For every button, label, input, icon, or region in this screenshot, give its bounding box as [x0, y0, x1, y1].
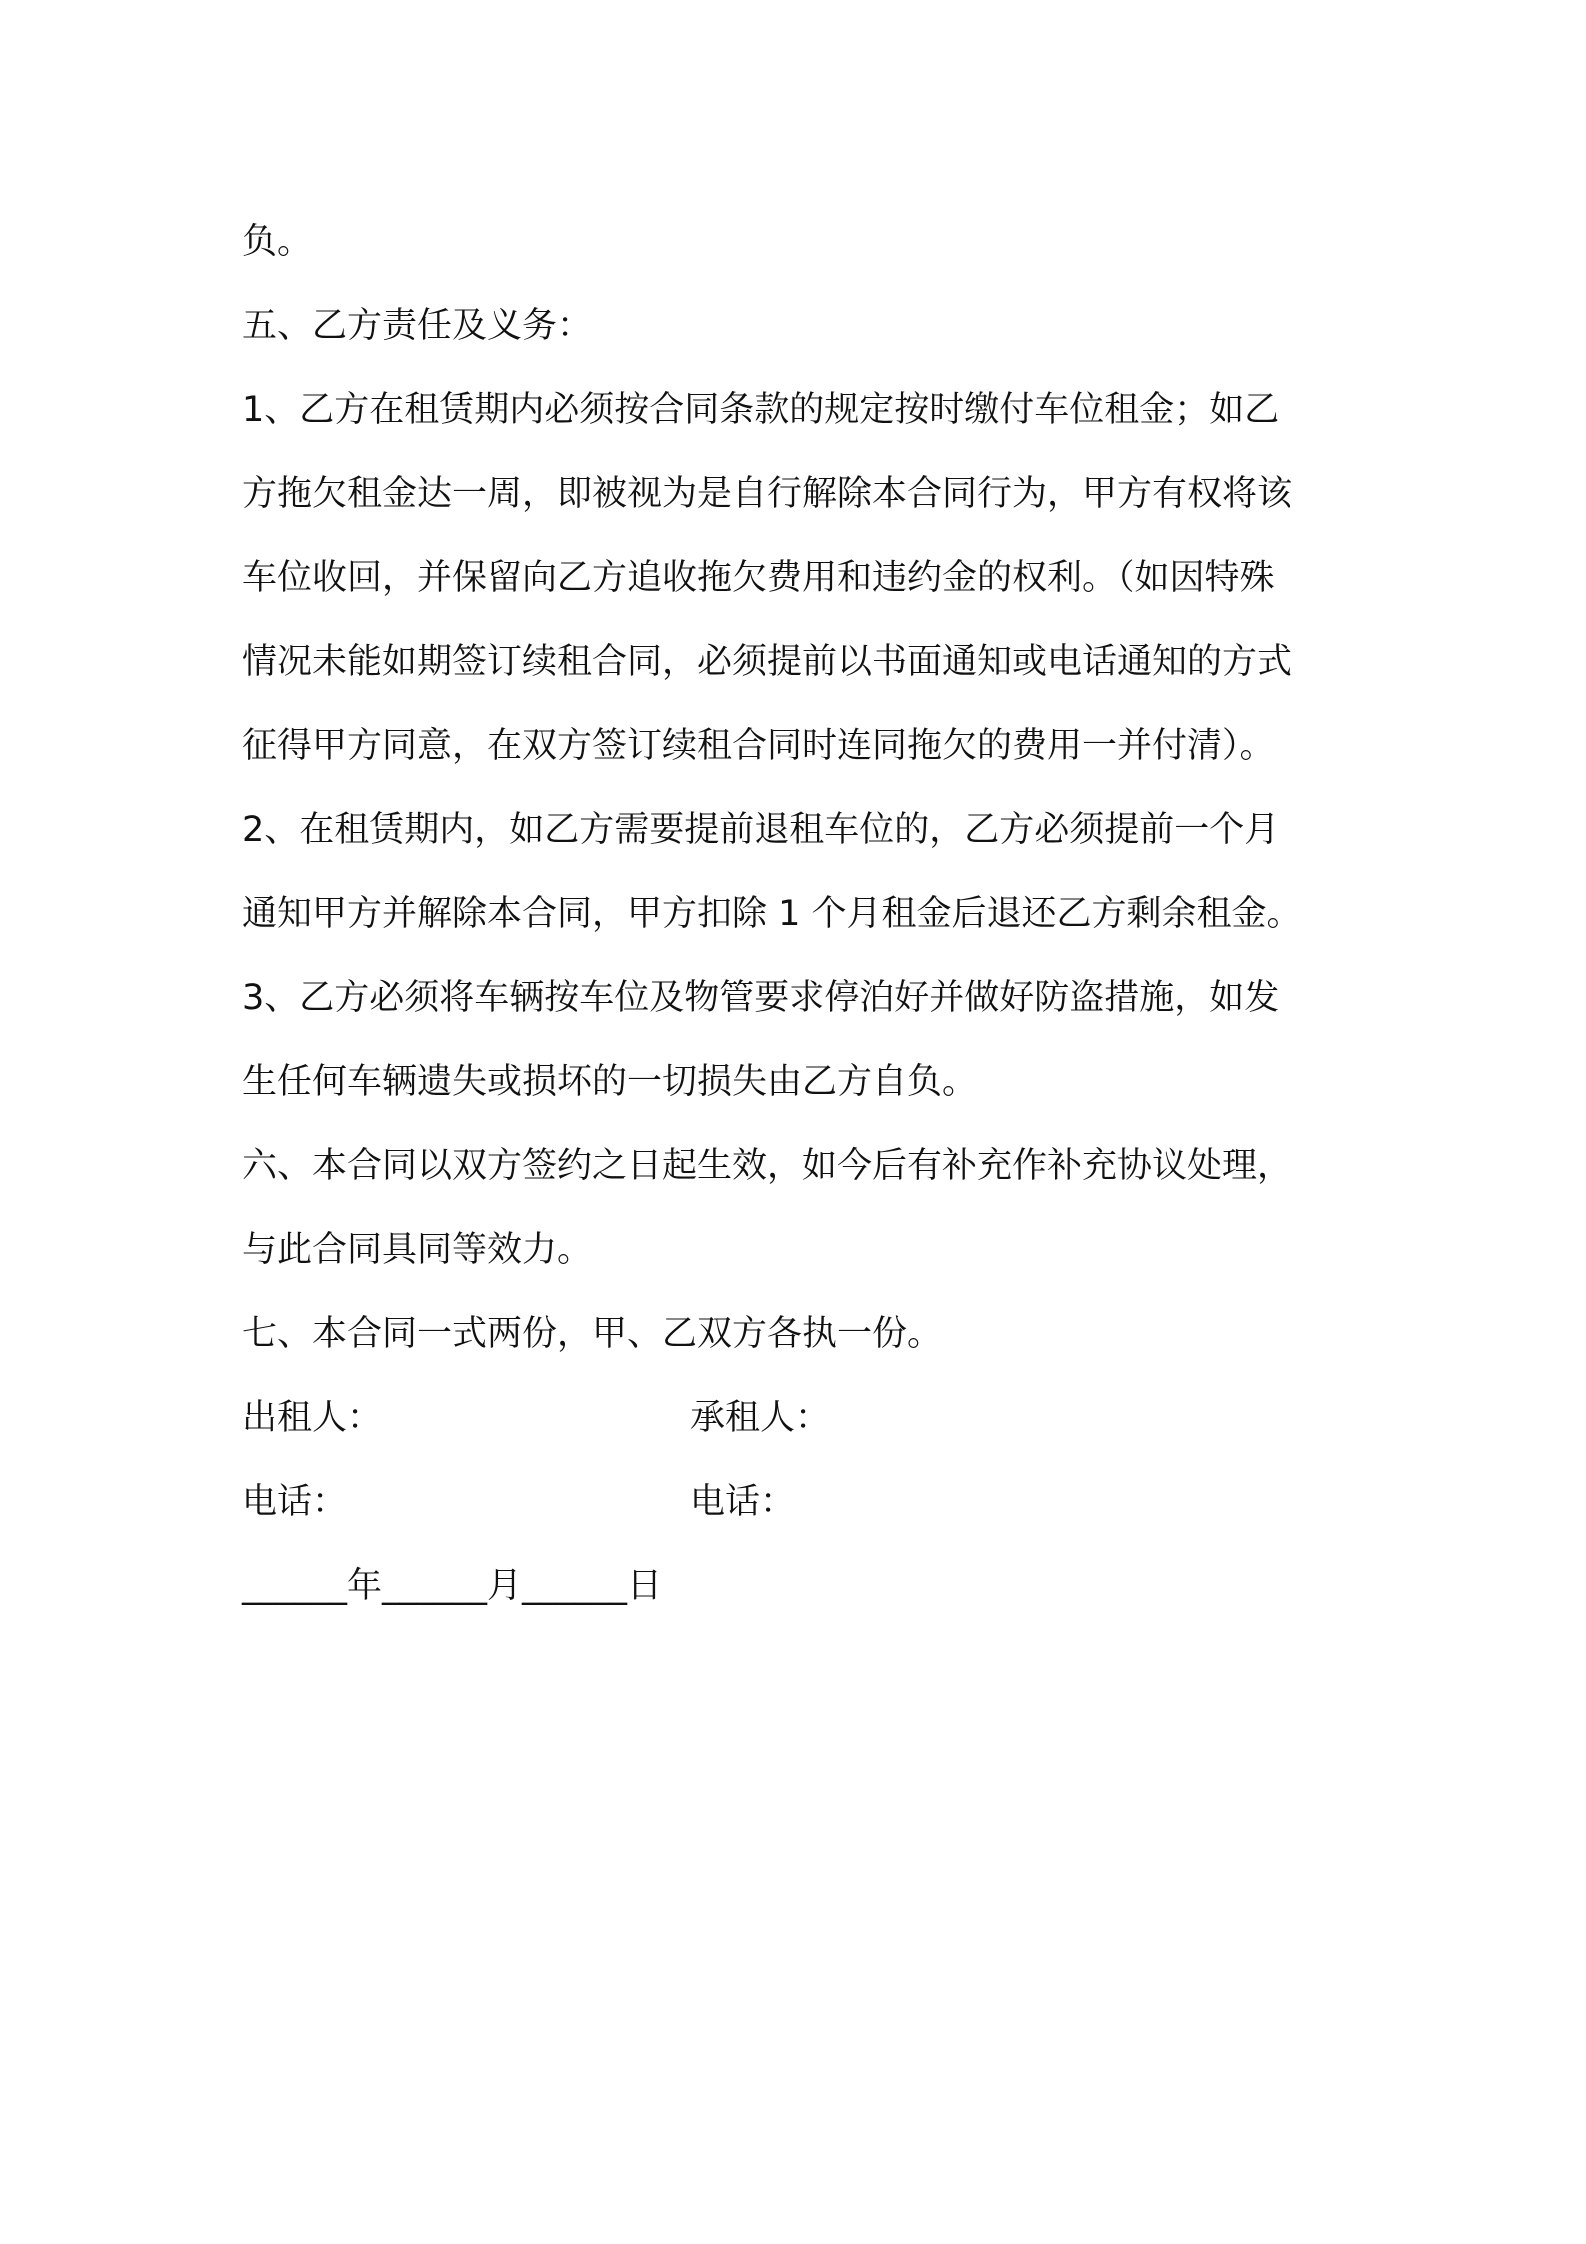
signature-row — [242, 1376, 1360, 1460]
text-line: 3、乙方必须将车辆按车位及物管要求停泊好并做好防盗措施，如发 — [242, 978, 1280, 1018]
text-line: 生任何车辆遗失或损坏的一切损失由乙方自负。 — [242, 1062, 978, 1102]
lessor-label: 出租人： — [242, 1398, 383, 1438]
text-line: 2、在租赁期内，如乙方需要提前退租车位的，乙方必须提前一个月 — [242, 810, 1280, 850]
text-line: 情况未能如期签订续租合同，必须提前以书面通知或电话通知的方式 — [242, 642, 1293, 682]
lessee-label: 承租人： — [690, 1398, 831, 1438]
phone-row — [242, 1460, 1360, 1544]
lessee-phone-label: 电话： — [690, 1482, 796, 1522]
section-heading-party-b-duties: 五、乙方责任及义务： — [242, 306, 593, 346]
text-line: 负。 — [242, 222, 313, 262]
contract-body — [242, 200, 1360, 1628]
section-copies: 七、本合同一式两份，甲、乙双方各执一份。 — [242, 1314, 943, 1354]
text-line: 车位收回，并保留向乙方追收拖欠费用和违约金的权利。（如因特殊 — [242, 558, 1275, 598]
text-line: 1、乙方在租赁期内必须按合同条款的规定按时缴付车位租金；如乙 — [242, 390, 1280, 430]
lessor-phone-label: 电话： — [242, 1482, 348, 1522]
text-line: 通知甲方并解除本合同，甲方扣除 1 个月租金后退还乙方剩余租金。 — [242, 894, 1302, 934]
date-line: ______年______月______日 — [242, 1566, 663, 1606]
text-line: 与此合同具同等效力。 — [242, 1230, 593, 1270]
section-effective-date: 六、本合同以双方签约之日起生效，如今后有补充作补充协议处理， — [242, 1146, 1293, 1186]
text-line: 征得甲方同意，在双方签订续租合同时连同拖欠的费用一并付清）。 — [242, 726, 1275, 766]
text-line: 方拖欠租金达一周，即被视为是自行解除本合同行为，甲方有权将该 — [242, 474, 1293, 514]
